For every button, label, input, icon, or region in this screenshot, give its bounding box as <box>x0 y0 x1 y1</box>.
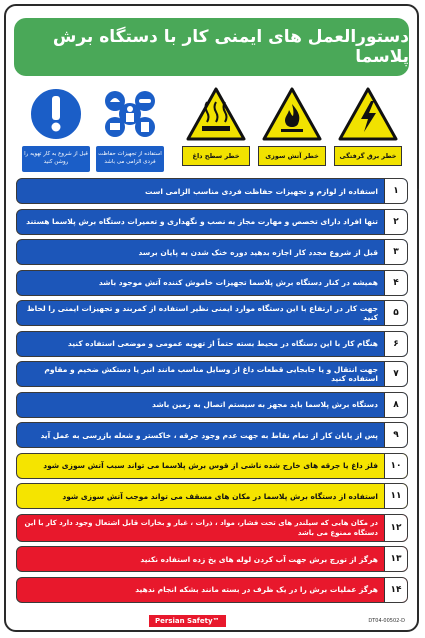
poster-footer <box>14 615 409 629</box>
rule-row <box>16 422 408 448</box>
rule-number: ۱۴ <box>384 578 407 602</box>
hazard-label: خطر برق گرفتگی <box>334 146 402 166</box>
brand-logo: Persian Safety™ <box>149 615 226 627</box>
product-code: DT04-00502-D <box>368 618 405 624</box>
rule-text: هنگام کار با این دستگاه در محیط بسته حتماً از تهویه عمومی و موضعی استفاده کنید <box>67 339 378 348</box>
rule-row <box>16 546 408 572</box>
rule-row <box>16 392 408 418</box>
rule-number: ۲ <box>384 210 407 234</box>
rule-row <box>16 178 408 204</box>
rule-number: ۶ <box>384 332 407 356</box>
rule-number: ۱۰ <box>384 454 407 478</box>
rule-row <box>16 270 408 296</box>
mandatory-sign-ppe <box>96 86 164 172</box>
hazard-sign-fire <box>258 86 326 172</box>
rule-number: ۳ <box>384 240 407 264</box>
rule-row <box>16 239 408 265</box>
rule-row <box>16 209 408 235</box>
rule-text: در مکان هایی که سیلندر های تحت فشار، مواد ، ذرات ، غبار و بخارات قابل اشتعال وجود دارد کار با این دستگاه ممنوع می باشد <box>24 518 378 537</box>
hazard-sign-electric <box>334 86 402 172</box>
rule-text: استفاده از لوازم و تجهیزات حفاظت فردی مناسب الزامی است <box>145 186 378 196</box>
rule-number: ۱۱ <box>384 484 407 508</box>
rule-row <box>16 577 408 603</box>
poster-title: دستورالعمل های ایمنی کار با دستگاه برش پلاسما <box>14 18 409 76</box>
rule-number: ۸ <box>384 393 407 417</box>
hazard-label: خطر سطح داغ <box>182 146 250 166</box>
mandatory-sign-ventilation <box>22 86 90 172</box>
rule-text: فلز داغ یا جرقه های خارج شده ناشی از قوس برش پلاسما می تواند سبب آتش سوزی شود <box>43 461 378 470</box>
rule-row <box>16 453 408 479</box>
rule-text: قبل از شروع مجدد کار اجازه بدهید دوره خنک شدن به پایان برسد <box>138 247 378 257</box>
rule-text: استفاده از دستگاه برش پلاسما در مکان های مسقف می تواند موجب آتش سوزی شود <box>62 491 378 501</box>
rule-number: ۱۲ <box>384 515 407 541</box>
rule-row <box>16 483 408 509</box>
rule-row <box>16 361 408 387</box>
rule-text: هرگز عملیات برش را در یک ظرف در بسته مانند بشکه انجام ندهید <box>135 585 378 594</box>
rule-text: دستگاه برش پلاسما باید مجهز به سیستم اتصال به زمین باشد <box>152 400 378 409</box>
electric-shock-icon <box>337 86 399 142</box>
rule-text: جهت انتقال و یا جابجایی قطعات داغ از وسایل مناسب مانند انبر یا دستکش ضخیم و مقاوم استفاده کنید <box>44 365 378 383</box>
rule-number: ۵ <box>384 301 407 325</box>
rule-text: همیشه در کنار دستگاه برش پلاسما تجهیزات خاموش کننده آتش موجود باشد <box>98 278 378 287</box>
rule-row <box>16 300 408 326</box>
fire-hazard-icon <box>261 86 323 142</box>
safety-rules-list <box>16 178 408 607</box>
hazard-label: خطر آتش سوزی <box>258 146 326 166</box>
ppe-icon <box>99 86 161 142</box>
rule-text: پس از پایان کار از تمام نقاط به جهت عدم وجود جرقه ، خاکستر و شعله بازرسی به عمل آید <box>40 430 378 440</box>
rule-number: ۱ <box>384 179 407 203</box>
rule-row <box>16 331 408 357</box>
mandatory-label: استفاده از تجهیزات حفاظت فردی الزامی می باشد <box>96 146 164 172</box>
exclamation-icon <box>25 86 87 142</box>
hot-surface-icon <box>185 86 247 142</box>
rule-text: تنها افراد دارای تخصص و مهارت مجاز به نصب و نگهداری و تعمیرات دستگاه برش پلاسما هستند <box>26 217 378 226</box>
rule-text: هرگز از تورچ برش جهت آب کردن لوله های یخ زده استفاده نکنید <box>140 554 378 564</box>
rule-text: جهت کار در ارتفاع با این دستگاه موارد ایمنی نظیر استفاده از کمربند و تجهیزات ایمنی را لحاظ کنید <box>26 304 378 322</box>
rule-number: ۴ <box>384 271 407 295</box>
hazard-sign-hot-surface <box>182 86 250 172</box>
rule-number: ۷ <box>384 362 407 386</box>
rule-number: ۹ <box>384 423 407 447</box>
rule-number: ۱۳ <box>384 547 407 571</box>
mandatory-label: قبل از شروع به کار تهویه را روشن کنید <box>22 146 90 172</box>
rule-row <box>16 514 408 542</box>
